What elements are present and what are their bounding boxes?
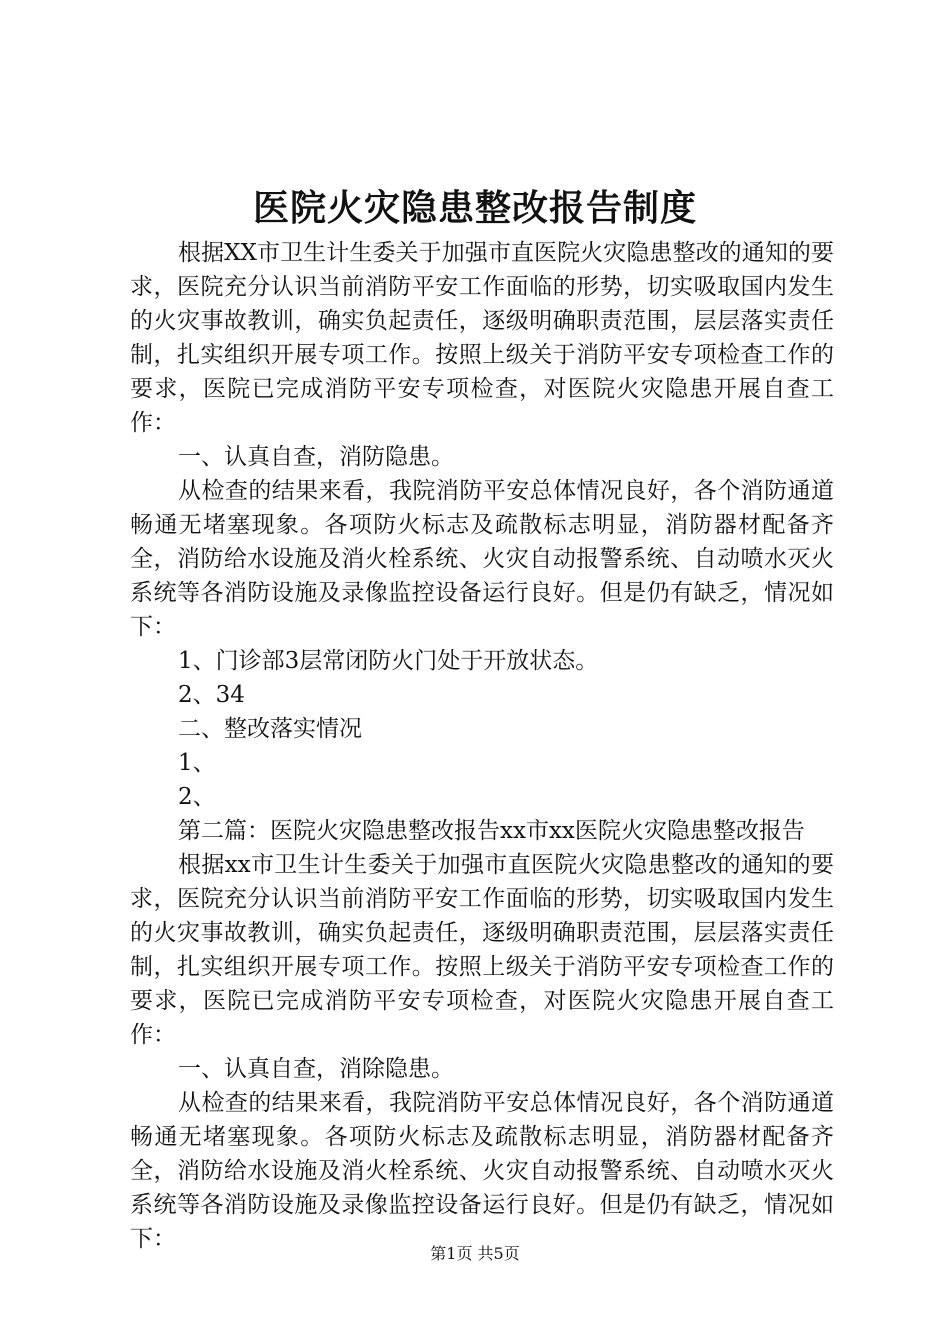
paragraph-check-results: 从检查的结果来看，我院消防平安总体情况良好，各个消防通道畅通无堵塞现象。各项防火标志及疏散标志明显，消防器材配备齐全，消防给水设施及消火栓系统、火灾自动报警系统、自动喷水灭火系统等各消防设施及录像监控设备运行良好。但是仍有缺乏，情况如下：	[130, 478, 834, 640]
page-title: 医院火灾隐患整改报告制度	[252, 187, 697, 229]
section-heading-rectification: 二、整改落实情况	[178, 716, 362, 742]
list-item-2: 2、34	[178, 682, 245, 708]
paragraph-intro: 根据XX市卫生计生委关于加强市直医院火灾隐患整改的通知的要求，医院充分认识当前消防平安工作面临的形势，切实吸取国内发生的火灾事故教训，确实负起责任，逐级明确职责范围，层层落实责任制，扎实组织开展专项工作。按照上级关于消防平安专项检查工作的要求，医院已完成消防平安专项检查，对医院火灾隐患开展自查工作：	[130, 240, 834, 436]
paragraph-intro-2: 根据xx市卫生计生委关于加强市直医院火灾隐患整改的通知的要求，医院充分认识当前消防平安工作面临的形势，切实吸取国内发生的火灾事故教训，确实负起责任，逐级明确职责范围，层层落实责任制，扎实组织开展专项工作。按照上级关于消防平安专项检查工作的要求，医院已完成消防平安专项检查，对医院火灾隐患开展自查工作：	[130, 852, 834, 1048]
section-heading-self-check: 一、认真自查，消防隐患。	[178, 444, 454, 470]
list-item-1: 1、门诊部3层常闭防火门处于开放状态。	[178, 648, 599, 674]
page-footer: 第1页 共5页	[430, 1244, 520, 1263]
part-two-heading: 第二篇：医院火灾隐患整改报告xx市xx医院火灾隐患整改报告	[178, 818, 805, 844]
list-item-empty-2: 2、	[178, 784, 216, 810]
paragraph-check-results-2: 从检查的结果来看，我院消防平安总体情况良好，各个消防通道畅通无堵塞现象。各项防火标志及疏散标志明显，消防器材配备齐全，消防给水设施及消火栓系统、火灾自动报警系统、自动喷水灭火系统等各消防设施及录像监控设备运行良好。但是仍有缺乏，情况如下：	[130, 1090, 834, 1252]
document-body	[130, 236, 834, 1256]
section-heading-self-check-2: 一、认真自查，消除隐患。	[178, 1056, 454, 1082]
list-item-empty-1: 1、	[178, 750, 216, 776]
